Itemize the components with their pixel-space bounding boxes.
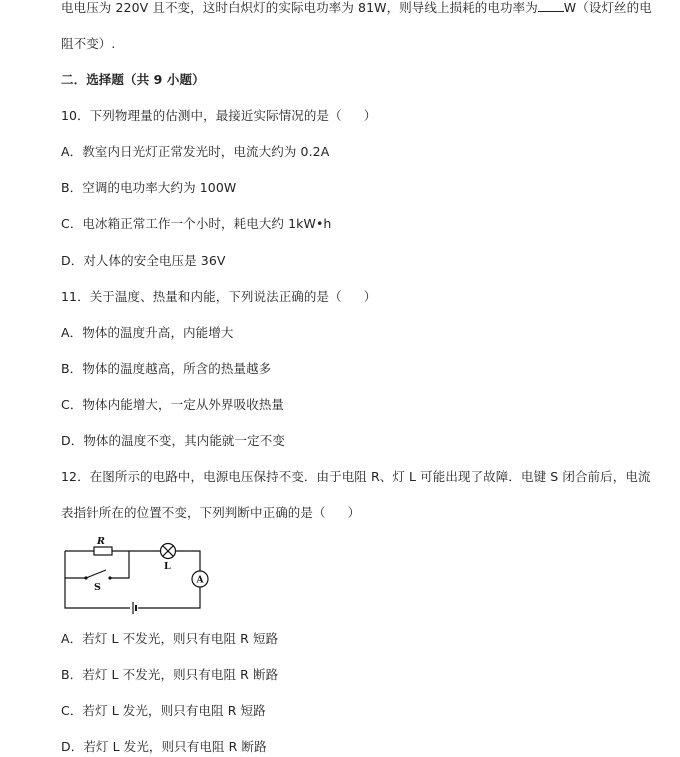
question-12-option-d[interactable]: D．若灯 L 发光，则只有电阻 R 断路 <box>61 739 267 754</box>
intro-line-1 <box>61 0 652 16</box>
lamp-label: L <box>164 561 171 572</box>
ammeter-label: A <box>196 575 204 586</box>
question-10-option-b[interactable]: B．空调的电功率大约为 100W <box>61 180 237 195</box>
question-12-option-a[interactable]: A．若灯 L 不发光，则只有电阻 R 短路 <box>61 631 279 646</box>
question-10-stem: 10．下列物理量的估测中，最接近实际情况的是（ ） <box>61 108 377 123</box>
lamp-symbol <box>161 544 176 559</box>
section-title: 二．选择题（共 9 小题） <box>61 72 205 87</box>
intro-line-2: 阻不变）. <box>61 36 116 51</box>
resistor-symbol <box>94 547 112 555</box>
question-12-stem-line-1: 12．在图所示的电路中，电源电压保持不变．由于电阻 R、灯 L 可能出现了故障．电键 S 闭合前后，电流 <box>61 469 651 484</box>
switch-blade <box>86 570 106 578</box>
battery-symbol <box>133 602 136 614</box>
question-11-option-a[interactable]: A．物体的温度升高，内能增大 <box>61 325 234 340</box>
question-11-option-d[interactable]: D．物体的温度不变，其内能就一定不变 <box>61 433 285 448</box>
question-12-option-b[interactable]: B．若灯 L 不发光，则只有电阻 R 断路 <box>61 667 279 682</box>
answer-blank[interactable] <box>538 0 564 12</box>
wire <box>138 587 200 608</box>
wire <box>176 551 200 571</box>
question-12-stem-line-2: 表指针所在的位置不变，下列判断中正确的是（ ） <box>61 505 361 520</box>
question-11-option-b[interactable]: B．物体的温度越高，所含的热量越多 <box>61 361 272 376</box>
wire <box>65 551 130 608</box>
resistor-label: R <box>97 536 105 547</box>
question-12-option-c[interactable]: C．若灯 L 发光，则只有电阻 R 短路 <box>61 703 266 718</box>
question-11-option-c[interactable]: C．物体内能增大，一定从外界吸收热量 <box>61 397 285 412</box>
circuit-diagram <box>56 536 216 618</box>
question-10-option-a[interactable]: A．教室内日光灯正常发光时，电流大约为 0.2A <box>61 144 330 159</box>
question-10-option-c[interactable]: C．电冰箱正常工作一个小时，耗电大约 1kW•h <box>61 216 332 231</box>
question-10-option-d[interactable]: D．对人体的安全电压是 36V <box>61 253 226 268</box>
question-11-stem: 11．关于温度、热量和内能，下列说法正确的是（ ） <box>61 289 377 304</box>
intro-text-before-blank: 电电压为 220V 且不变，这时白炽灯的实际电功率为 81W，则导线上损耗的电功率为 <box>61 0 538 15</box>
intro-text-after-blank: W（设灯丝的电 <box>563 0 652 15</box>
switch-label: S <box>94 582 101 593</box>
wire <box>110 551 129 578</box>
